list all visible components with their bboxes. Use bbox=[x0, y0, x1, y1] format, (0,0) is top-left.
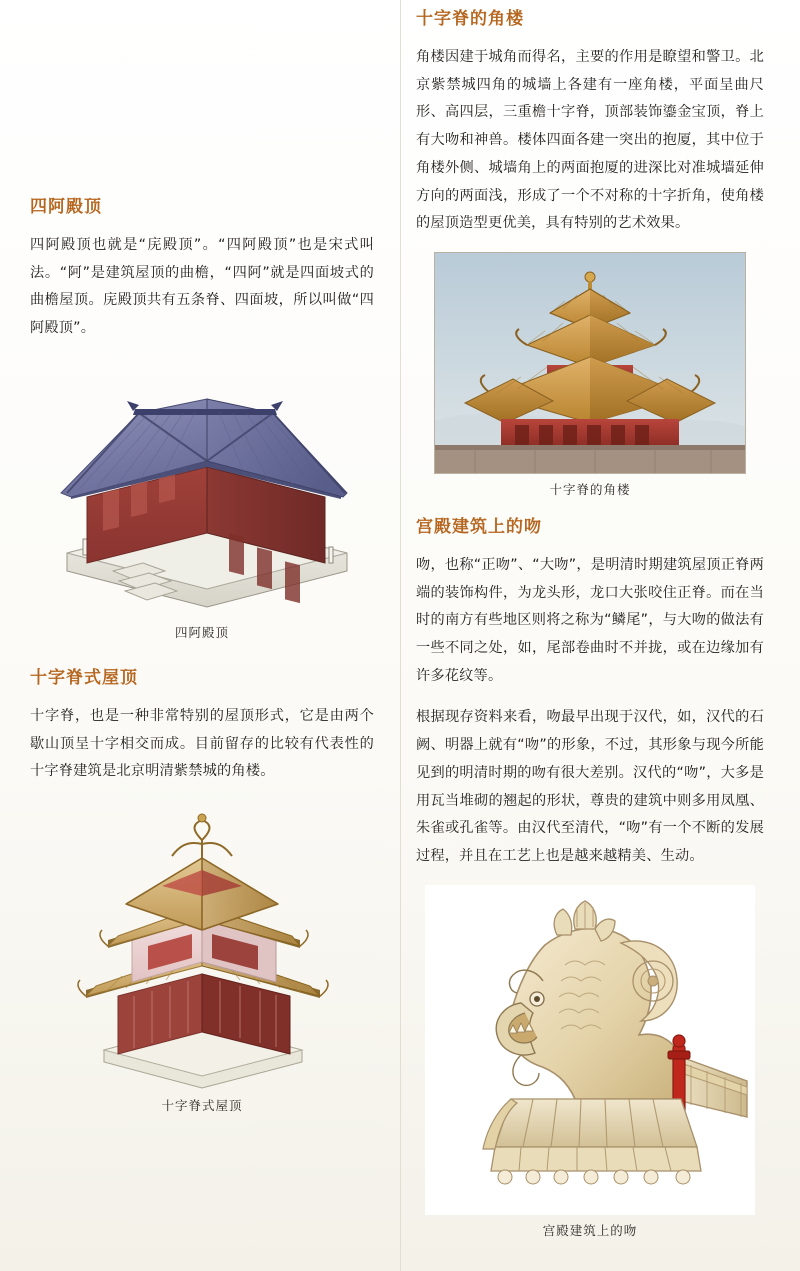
section-gong-dian-jian-zhu-shang-de-wen bbox=[416, 508, 764, 1239]
figure-shi-zi-ji-shi-wu-ding bbox=[30, 800, 374, 1114]
photo-frame-corner-tower bbox=[434, 252, 746, 474]
figure-caption: 十字脊式屋顶 bbox=[161, 1098, 243, 1113]
section-paragraph: 根据现存资料来看，吻最早出现于汉代，如，汉代的石阙、明器上就有“吻”的形象，不过，其形象与现今所能见到的明清时期的吻有很大差别。汉代的“吻”，大多是用瓦当堆砌的翘起的形状，尊贵的建筑中则多用凤凰、朱雀或孔雀等。由汉代至清代，“吻”有一个不断的发展过程，并且在工艺上也是越来越精美、生动。 bbox=[416, 709, 764, 864]
section-title-shi-zi-ji-shi-wu-ding: 十字脊式屋顶 bbox=[30, 667, 138, 688]
section-shi-zi-ji-shi-wu-ding bbox=[30, 651, 374, 1114]
right-column bbox=[400, 0, 800, 1271]
section-paragraph: 十字脊，也是一种非常特别的屋顶形式，它是由两个歇山顶呈十字相交而成。目前留存的比较有代表性的十字脊建筑是北京明清紫禁城的角楼。 bbox=[30, 707, 374, 780]
figure-si-e-dian-ding bbox=[30, 357, 374, 641]
figure-wen-ornament bbox=[416, 885, 764, 1239]
photo-corner-tower bbox=[435, 253, 745, 473]
section-title-shi-zi-ji-de-jiao-lou: 十字脊的角楼 bbox=[416, 9, 524, 29]
section-title-gong-dian-jian-zhu-shang-de-wen: 宫殿建筑上的吻 bbox=[416, 516, 542, 537]
figure-caption: 宫殿建筑上的吻 bbox=[542, 1222, 638, 1238]
section-title-si-e-dian-ding: 四阿殿顶 bbox=[30, 197, 102, 217]
section-si-e-dian-ding bbox=[30, 0, 374, 641]
section-shi-zi-ji-de-jiao-lou bbox=[416, 0, 764, 498]
figure-jiao-lou-photo bbox=[416, 252, 764, 498]
section-paragraph: 吻，也称“正吻”、“大吻”，是明清时期建筑屋顶正脊两端的装饰构件，为龙头形，龙口大张咬住正脊。而在当时的南方有些地区则将之称为“鳞尾”，与大吻的做法有一些不同之处，如，尾部卷曲时不并拢，或在边缘加有许多花纹等。 bbox=[416, 557, 764, 684]
illustration-dragon-ridge-ornament bbox=[425, 885, 755, 1215]
figure-caption: 十字脊的角楼 bbox=[549, 481, 631, 497]
section-paragraph: 角楼因建于城角而得名，主要的作用是瞭望和警卫。北京紫禁城四角的城墙上各建有一座角楼，平面呈曲尺形、高四层，三重檐十字脊，顶部装饰鎏金宝顶，脊上有大吻和神兽。楼体四面各建一突出的抱厦，其中位于角楼外侧、城墙角上的两面抱厦的进深比对准城墙延伸方向的两面浅，形成了一个不对称的十字折角，使角楼的屋顶造型更优美，具有特别的艺术效果。 bbox=[416, 49, 764, 232]
section-paragraph: 四阿殿顶也就是“庑殿顶”。“四阿殿顶”也是宋式叫法。“阿”是建筑屋顶的曲檐，“四阿”就是四面坡式的曲檐屋顶。庑殿顶共有五条脊、四面坡，所以叫做“四阿殿顶”。 bbox=[30, 237, 374, 337]
illustration-hipped-roof-hall bbox=[47, 357, 357, 617]
illustration-cross-ridge-roof bbox=[52, 800, 352, 1090]
figure-caption: 四阿殿顶 bbox=[174, 624, 229, 640]
